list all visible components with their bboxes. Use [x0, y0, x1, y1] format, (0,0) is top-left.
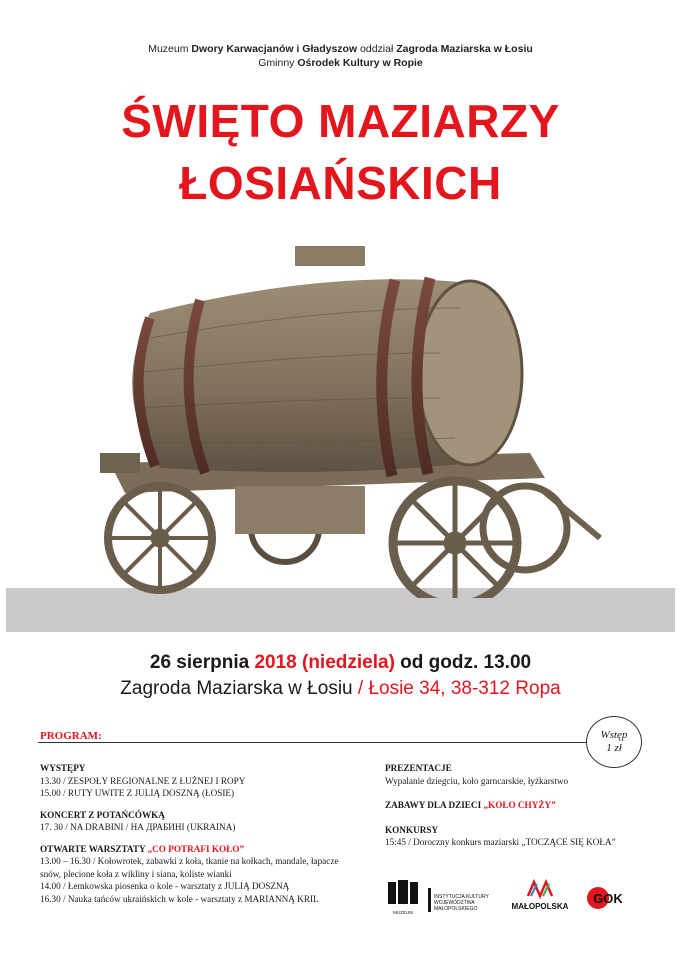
event-place: Zagroda Maziarska w Łosiu / Łosie 34, 38-312 Ropa — [120, 678, 561, 699]
malopolska-logo — [512, 882, 569, 911]
divider — [38, 742, 586, 743]
svg-text:GOK: GOK — [593, 891, 623, 906]
institution-logo: INSTYTUCJA KULTURY WOJEWÓDZTWA MAŁOPOLSKIEGO — [428, 888, 504, 918]
program-section: KONKURSY 15:45 / Doroczny konkurs maziarski „TOCZĄCE SIĘ KOŁA” — [385, 824, 616, 847]
barrel-cart-illustration — [0, 238, 681, 598]
organizer-line-1: Muzeum Dwory Karwacjanów i Gładyszow oddział Zagroda Maziarska w Łosiu — [148, 43, 533, 55]
front-right-wheel — [393, 481, 517, 598]
sponsor-logos — [388, 876, 638, 922]
gok-logo — [587, 887, 623, 909]
organizer-line-2: Gminny Ośrodek Kultury w Ropie — [258, 57, 423, 69]
organizers — [0, 42, 681, 70]
svg-text:MUZEUM: MUZEUM — [393, 910, 413, 915]
program-section: WYSTĘPY 13.30 / ZESPOŁY REGIONALNE Z ŁUŻNEJ I ROPY 15.00 / RUTY UWITE Z JULIĄ DOSZNĄ (ŁOSIE) — [40, 763, 246, 798]
program-section: PREZENTACJE Wypalanie dziegciu, koło garncarskie, łyżkarstwo — [385, 763, 569, 786]
program-right-column — [385, 762, 665, 858]
title-line-1: ŚWIĘTO MAZIARZY — [121, 95, 560, 147]
title-line-2: ŁOSIAŃSKICH — [179, 157, 502, 209]
program-section: OTWARTE WARSZTATY „CO POTRAFI KOŁO” 13.00 – 16.30 / Kołowrotek, zabawki z koła, tkanie na kołkach, mandale, łapacze snów, plecione koła z wikliny i siana, koliste wianki 14.00 / Łemkowska piosenka o kole - warsztaty z JULIĄ DOSZNĄ 16.30 / Nauka tańców ukraińskich w kole - warsztaty z MARIANNĄ KRIL — [40, 843, 339, 904]
program-section: KONCERT Z POTAŃCÓWKĄ 17. 30 / NA DRABINI / НА ДРАБИНІ (UKRAINA) — [40, 809, 236, 832]
poster-title — [0, 90, 681, 214]
program-heading: PROGRAM: — [40, 730, 102, 742]
front-left-wheel — [108, 486, 212, 590]
barrel — [132, 246, 522, 476]
museum-logo — [388, 880, 418, 915]
program-section: ZABAWY DLA DZIECI „KOŁO CHYŻY” — [385, 800, 556, 810]
event-date: 26 sierpnia 2018 (niedziela) od godz. 13.00 — [149, 652, 532, 673]
program-left-column — [40, 762, 360, 914]
entry-fee-badge: Wstęp 1 zł — [586, 716, 642, 768]
svg-text:MAŁOPOLSKA: MAŁOPOLSKA — [511, 902, 569, 911]
